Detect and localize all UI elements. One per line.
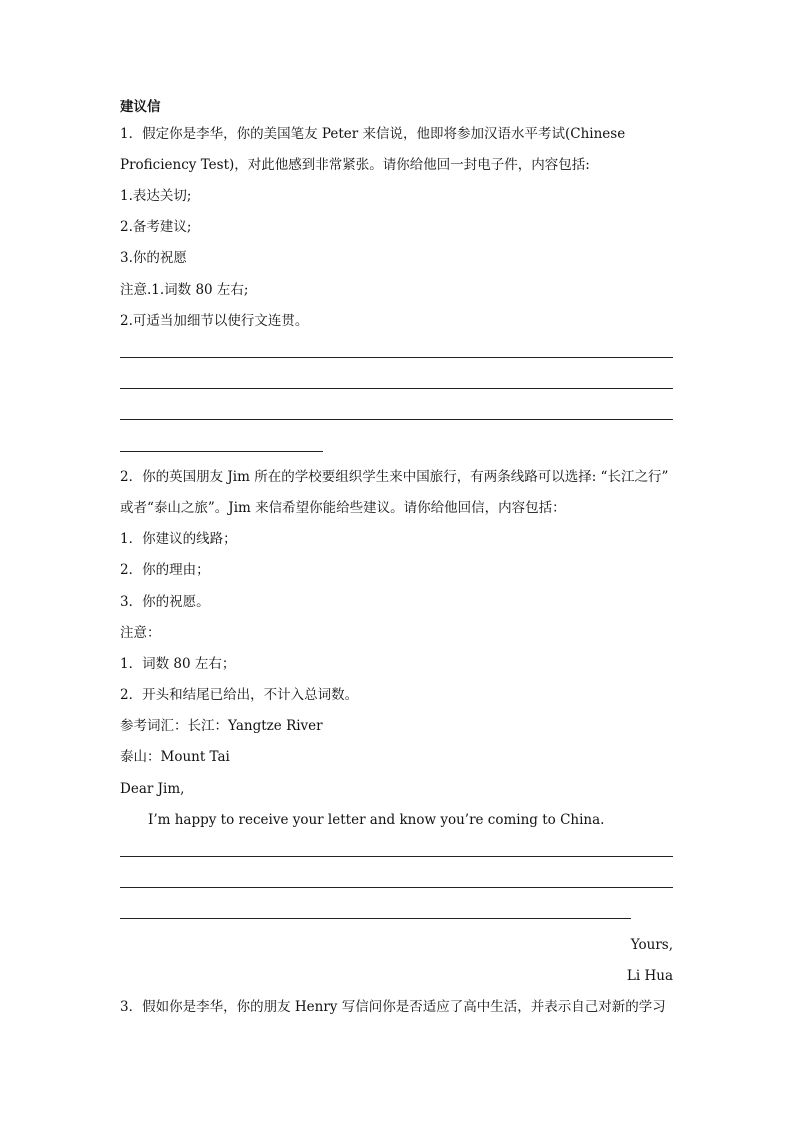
q2-prompt-line-1: 2．你的英国朋友 Jim 所在的学校要组织学生来中国旅行，有两条线路可以选择: “长江之行” bbox=[120, 469, 669, 485]
answer-line bbox=[120, 419, 673, 420]
q2-prompt-line-2: 或者“泰山之旅”。Jim 来信希望你能给些建议。请你给他回信，内容包括： bbox=[120, 500, 566, 516]
q2-item-3: 3．你的祝愿。 bbox=[120, 594, 210, 610]
q2-vocab-1: 参考词汇：长江：Yangtze River bbox=[120, 718, 323, 734]
q1-item-3: 3.你的祝愿 bbox=[120, 250, 187, 266]
letter-signature: Li Hua bbox=[626, 968, 673, 984]
answer-line bbox=[120, 887, 673, 888]
q1-prompt-line-2: Proficiency Test)，对此他感到非常紧张。请你给他回一封电子件，内容包括: bbox=[120, 157, 590, 173]
q2-note-label: 注意： bbox=[120, 625, 161, 641]
q1-item-1: 1.表达关切; bbox=[120, 188, 192, 204]
q2-item-2: 2．你的理由； bbox=[120, 562, 210, 578]
answer-line bbox=[120, 388, 673, 389]
q1-note-2: 2.可适当加细节以使行文连贯。 bbox=[120, 313, 309, 329]
q1-item-2: 2.备考建议; bbox=[120, 219, 192, 235]
answer-line bbox=[120, 856, 673, 857]
answer-line bbox=[120, 451, 323, 452]
answer-line bbox=[120, 918, 631, 919]
letter-salutation: Dear Jim, bbox=[120, 781, 185, 797]
section-heading: 建议信 bbox=[120, 99, 161, 115]
q2-item-1: 1．你建议的线路； bbox=[120, 531, 237, 547]
q1-note-1: 注意.1.词数 80 左右; bbox=[120, 282, 249, 298]
q2-note-2: 2．开头和结尾已给出，不计入总词数。 bbox=[120, 687, 359, 703]
answer-line bbox=[120, 357, 673, 358]
q2-vocab-2: 泰山：Mount Tai bbox=[120, 749, 230, 765]
q2-note-1: 1．词数 80 左右； bbox=[120, 656, 236, 672]
q3-prompt-line-1: 3．假如你是李华，你的朋友 Henry 写信问你是否适应了高中生活，并表示自己对新的学习 bbox=[120, 999, 666, 1015]
q1-prompt-line-1: 1．假定你是李华，你的美国笔友 Peter 来信说，他即将参加汉语水平考试(Chinese bbox=[120, 126, 626, 142]
letter-closing: Yours, bbox=[630, 937, 673, 953]
letter-opening: I’m happy to receive your letter and know you’re coming to China. bbox=[148, 812, 605, 828]
